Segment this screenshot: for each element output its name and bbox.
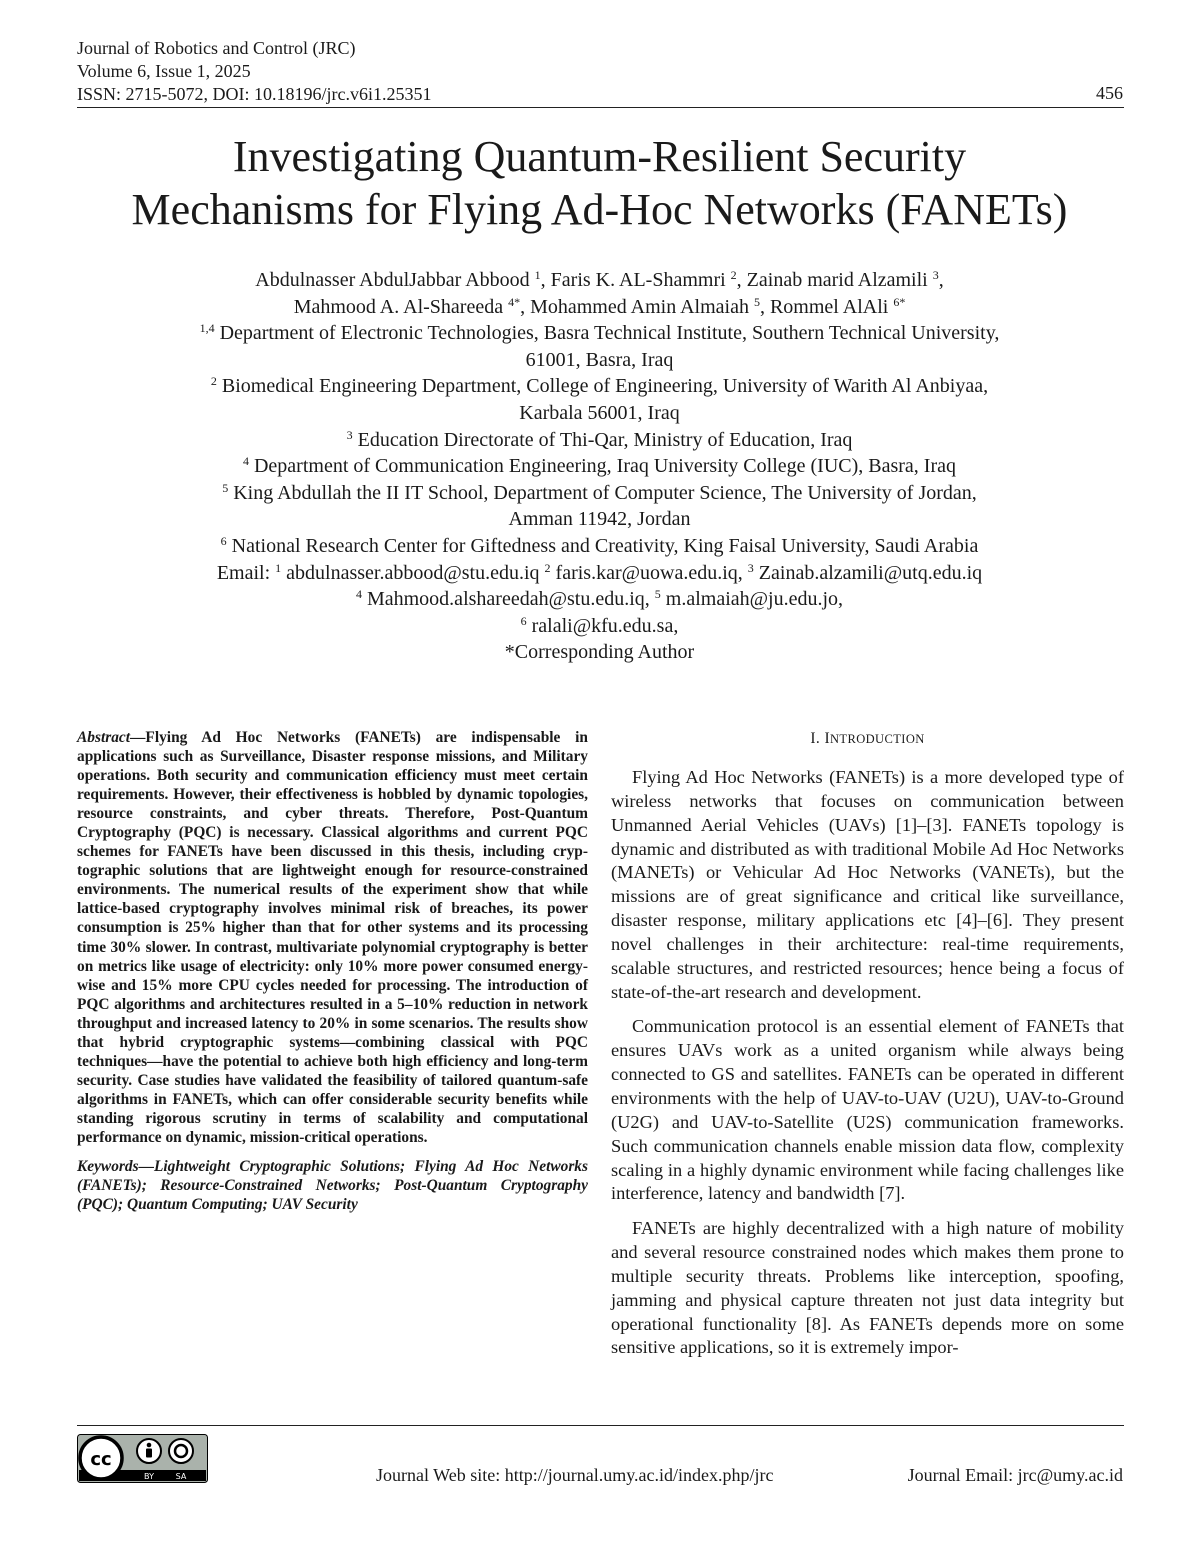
affiliation-text: Department of Communication Engineering, Iraq University College (IUC), Basra, Iraq	[253, 455, 957, 478]
affiliation	[60, 373, 1139, 400]
email-sup: 1	[275, 560, 282, 575]
author-name: Mahmood A. Al-Shareeda	[293, 295, 504, 318]
affiliation	[60, 453, 1139, 480]
author-sup: 4*	[508, 294, 521, 309]
email-label: Email:	[216, 561, 271, 584]
affiliation	[60, 320, 1139, 347]
author-name: Faris K. AL-Shammri	[550, 269, 726, 291]
author-name: Rommel AlAli	[769, 295, 889, 318]
corresponding-author-note: *Corresponding Author	[504, 641, 695, 664]
paper-title	[40, 130, 1159, 236]
keywords: Keywords—Lightweight Cryptographic Solutions; Flying Ad Hoc Networks (FANETs); Resource-Constrained Networks; Post-Quantum Cryptography (PQC); Quantum Computing; UAV Security	[77, 1158, 588, 1214]
svg-text:cc: cc	[90, 1449, 112, 1470]
email-sup: 5	[654, 587, 661, 602]
introduction-column	[611, 728, 1124, 1371]
affiliation-text: Education Directorate of Thi-Qar, Ministry of Education, Iraq	[357, 428, 853, 451]
affiliation-text: King Abdullah the II IT School, Department of Computer Science, The University of Jordan,	[233, 481, 977, 504]
author-name: Zainab marid Alzamili	[746, 269, 928, 291]
affiliation-sup: 1,4	[199, 321, 215, 336]
email-line-2	[60, 586, 1139, 613]
section-heading	[611, 728, 1124, 750]
affiliation-sup: 3	[346, 427, 353, 442]
journal-volume: Volume 6, Issue 1, 2025	[77, 61, 251, 81]
affiliation-sup: 6	[220, 533, 227, 548]
author-sup: 3	[932, 268, 939, 282]
abstract-label: Abstract	[77, 729, 131, 746]
title-line-2: Mechanisms for Flying Ad-Hoc Networks (FANETs)	[131, 185, 1068, 234]
email-link[interactable]: faris.kar@uowa.edu.iq,	[555, 561, 743, 584]
author-sup: 5	[753, 294, 760, 309]
journal-email-link[interactable]: Journal Email: jrc@umy.ac.id	[907, 1465, 1123, 1485]
author-block	[60, 267, 1139, 666]
abstract-text: —Flying Ad Hoc Networks (FANETs) are indispensable in applications such as Surveillance, Disaster response missions, and Military operations. Both security and communication efficiency must meet certain requirements. However, their effectiveness is hobbled by dynamic topologies, resource constraints, and cyber threats. Therefore, Post-Quantum Cryptography (PQC) is necessary. Classical algorithms and current PQC schemes for FANETs have been discussed in this thesis, including cryptographic solutions that are lightweight enough for resource-constrained environments. The numerical results of the experiment show that while lattice-based cryptography involves minimal risk of breaches, its power consumption is 25% higher than that for other systems and its processing time 30% slower. In contrast, multivariate polynomial cryptography is better on metrics like usage of electricity: only 10% more power consumed energy-wise and 15% more CPU cycles needed for processing. The introduction of PQC algorithms and architectures resulted in a 5–10% reduction in network throughput and increased latency to 20% in some scenarios. The results show that hybrid cryptographic systems—combining classical with PQC techniques—have the potential to achieve both high efficiency and long-term security. Case studies have validated the feasibility of tailored quantum-safe algorithms in FANETs, which can offer considerable security benefits while standing rigorous scrutiny in terms of scalability and computational performance on dynamic, mission-critical operations.	[77, 729, 588, 1146]
journal-name: Journal of Robotics and Control (JRC)	[77, 38, 356, 58]
intro-paragraph-3: FANETs are highly decentralized with a high nature of mobility and several resource constrained nodes which makes them prone to multiple security threats. Problems like interception, spoofing, jamming and physical capture threaten not just data integrity but operational functionality [8]. As FANETs depends more on some sensitive applications, so it is extremely impor-	[611, 1218, 1124, 1358]
author-line-1: Abdulnasser AbdulJabbar Abbood $^1$, Faris K. AL-Shammri $^2$, Zainab marid Alzamili $^3$,	[255, 268, 944, 291]
title-line-1: Investigating Quantum-Resilient Security	[232, 132, 967, 181]
section-title-cap: I	[824, 730, 830, 747]
affiliation	[60, 480, 1139, 507]
author-sup: 6*	[893, 294, 906, 309]
author-sup: 2	[730, 268, 737, 282]
affiliation-sup: 4	[242, 454, 249, 469]
journal-website-link[interactable]: Journal Web site: http://journal.umy.ac.id/index.php/jrc	[376, 1465, 774, 1485]
email-sup: 6	[520, 613, 527, 628]
email-link[interactable]: Zainab.alzamili@utq.edu.iq	[758, 561, 983, 584]
abstract	[77, 728, 588, 1147]
affiliation-cont: Karbala 56001, Iraq	[519, 401, 680, 424]
email-sup: 2	[544, 560, 551, 575]
affiliation-cont: Amman 11942, Jordan	[508, 508, 691, 531]
author-line-2: Mahmood A. Al-Shareeda $^{4*}$, Mohammed Amin Almaiah $^5$, Rommel AlAli $^{6*}$	[293, 294, 906, 318]
email-link[interactable]: m.almaiah@ju.edu.jo,	[665, 588, 844, 611]
affiliation-text: Department of Electronic Technologies, Basra Technical Institute, Southern Technical University,	[219, 322, 1000, 345]
email-link[interactable]: abdulnasser.abbood@stu.edu.iq	[286, 561, 540, 584]
journal-issn-doi: ISSN: 2715-5072, DOI: 10.18196/jrc.v6i1.25351	[77, 84, 432, 104]
email-line-1	[60, 560, 1139, 587]
affiliation	[60, 533, 1139, 560]
license-sa-text: SA	[175, 1472, 187, 1481]
page-number: 456	[1096, 83, 1123, 103]
intro-paragraph-2: Communication protocol is an essential element of FANETs that ensures UAVs work as a united organism while always being connected to GS and satellites. FANETs can be operated in different environments with the help of UAV-to-UAV (U2U), UAV-to-Ground (U2G) and UAV-to-Satellite (U2S) communication frameworks. Such communication channels enable mission data flow, complexity scaling in a highly dynamic environment while facing challenges like interference, latency and bandwidth [7].	[611, 1016, 1124, 1204]
intro-paragraph-1: Flying Ad Hoc Networks (FANETs) is a more developed type of wireless networks that focuses on communication between Unmanned Aerial Vehicles (UAVs) [1]–[3]. FANETs topology is dynamic and distributed as with traditional Mobile Ad Hoc Networks (MANETs) or Vehicular Ad Hoc Networks (VANETs), but the missions are of great significance and critical like surveillance, disaster response, military applications etc [4]–[6]. They present novel challenges in their architecture: real-time requirements, scalable structures, and restricted resources; hence being a focus of state-of-the-art research and development.	[611, 767, 1124, 1002]
author-sup: 1	[534, 268, 541, 282]
affiliation-sup: 5	[222, 480, 229, 495]
section-title-rest: NTRODUCTION	[830, 732, 925, 746]
license-by-text: BY	[144, 1472, 154, 1481]
cc-by-sa-license-icon[interactable]	[77, 1434, 208, 1483]
email-link[interactable]: ralali@kfu.edu.sa,	[531, 614, 679, 637]
affiliation-text: Biomedical Engineering Department, College of Engineering, University of Warith Al Anbiyaa,	[221, 375, 989, 398]
email-sup: 4	[355, 587, 362, 602]
header-divider	[77, 107, 1124, 108]
email-line-3	[60, 613, 1139, 640]
author-name: Mohammed Amin Almaiah	[530, 295, 749, 318]
affiliation-sup: 2	[210, 374, 217, 389]
affiliation-text: National Research Center for Giftedness and Creativity, King Faisal University, Saudi Arabia	[231, 534, 979, 557]
section-number: I.	[810, 730, 821, 747]
abstract-column	[77, 728, 588, 1214]
email-link[interactable]: Mahmood.alshareedah@stu.edu.iq,	[366, 588, 650, 611]
footer-divider	[77, 1425, 1124, 1426]
affiliation-cont: 61001, Basra, Iraq	[525, 348, 674, 371]
email-sup: 3	[747, 560, 754, 575]
affiliation	[60, 427, 1139, 454]
author-name: Abdulnasser AbdulJabbar Abbood	[255, 269, 530, 291]
journal-header	[77, 37, 432, 106]
